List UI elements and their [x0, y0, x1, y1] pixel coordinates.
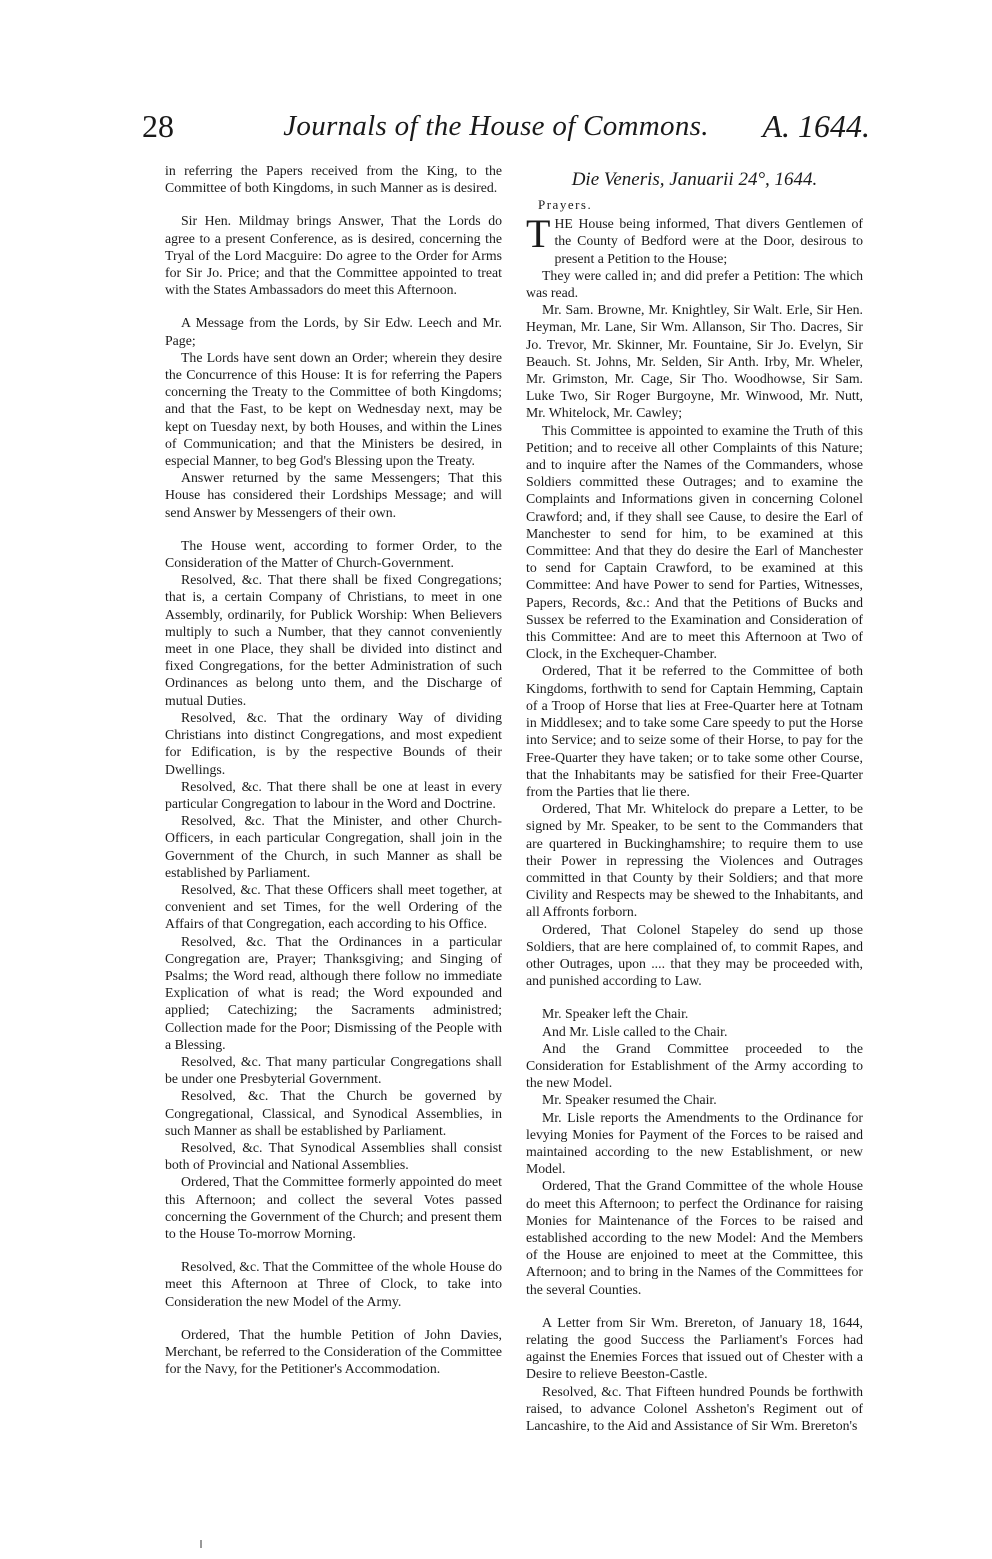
paragraph: Resolved, &c. That the Ordinances in a particular Congregation are, Prayer; Thanksgiving; and Singing of Psalms; the Word read, although there follow no immediate Explication of what is read; the Word expounded and applied; Catechizing; the Sacraments administred; Collection made for the Poor; Dismissing of the People with a Blessing. — [165, 933, 502, 1052]
paragraph: Mr. Sam. Browne, Mr. Knightley, Sir Walt. Erle, Sir Hen. Heyman, Mr. Lane, Sir Wm. Allanson, Sir Tho. Dacres, Sir Jo. Trevor, Mr. Skinner, Mr. Fountaine, Sir Jo. Evelyn, Sir Beauch. St. Johns, Mr. Selden, Sir Anth. Irby, Mr. Wheler, Mr. Grimston, Mr. Cage, Sir Tho. Woodhowse, Sir Sam. Luke Two, Sir Roger Burgoyne, Mr. Winwood, Mr. Nutt, Mr. Whitelock, Mr. Cawley; — [526, 302, 863, 421]
paragraph: Ordered, That the humble Petition of John Davies, Merchant, be referred to the Consideration of the Committee for the Navy, for the Petitioner's Accommodation. — [165, 1326, 502, 1377]
right-paragraphs — [526, 267, 863, 1434]
paragraph-gap — [526, 989, 863, 1005]
paragraph: Resolved, &c. That the ordinary Way of dividing Christians into distinct Congregations, and most expedient for Edification, is by the respective Bounds of their Dwellings. — [165, 709, 502, 777]
paragraph: This Committee is appointed to examine the Truth of this Petition; and to receive all other Complaints of this Nature; and to inquire after the Names of the Commanders, whose Soldiers committed these Outrages; and to examine the Complaints and Informations given in concerning Colonel Crawford; and, if they shall see Cause, to desire the Earl of Manchester to send for him, to be examined at this Committee: And that they do desire the Earl of Manchester to send for Captain Crawford, to be examined at this Committee: And have Power to send for Parties, Witnesses, Papers, Records, &c.: And that the Petitions of Bucks and Sussex be referred to the Examination and Consideration of this Committee: And are to meet this Afternoon at Two of Clock, in the Exchequer-Chamber. — [526, 422, 863, 662]
paragraph-gap — [165, 521, 502, 537]
paragraph: And Mr. Lisle called to the Chair. — [542, 1023, 728, 1039]
paragraph: A Message from the Lords, by Sir Edw. Leech and Mr. Page; — [165, 315, 502, 348]
page-year: A. 1644. — [762, 108, 870, 144]
paragraph: Resolved, &c. That these Officers shall meet together, at convenient and set Times, for the well Ordering of the Affairs of that Congregation, each according to his Office. — [165, 881, 502, 932]
paragraph-gap — [165, 1242, 502, 1258]
paragraph-gap — [165, 1310, 502, 1326]
paragraph: in referring the Papers received from the King, to the Committee of both Kingdoms, in such Manner as is desired. — [165, 163, 502, 196]
paragraph: The House went, according to former Order, to the Consideration of the Matter of Church-Government. — [165, 537, 502, 571]
page-mark — [200, 1540, 202, 1548]
paragraph: Mr. Lisle reports the Amendments to the Ordinance for levying Monies for Payment of the Forces to be raised and maintained according to the new Establishment, or new Model. — [526, 1109, 863, 1177]
paragraph: Ordered, That Colonel Stapeley do send up those Soldiers, that are here complained of, to commit Rapes, and other Outrages, upon .... that they may be proceeded with, and punished according to Law. — [526, 921, 863, 989]
running-title: Journals of the House of Commons. — [283, 110, 709, 142]
paragraph: Resolved, &c. That the Church be governed by Congregational, Classical, and Synodical Assemblies, in such Manner as shall be established by Parliament. — [165, 1088, 502, 1138]
paragraph: The Lords have sent down an Order; wherein they desire the Concurrence of this House: It is for referring the Papers concerning the Treaty to the Committee of both Kingdoms; and that the Fast, to be kept on Wednesday next, may be kept on Tuesday next, by both Houses, and within the Lines of Communication; and that the Ministers be desired, in especial Manner, to beg God's Blessing upon the Treaty. — [165, 349, 502, 469]
paragraph: And the Grand Committee proceeded to the Consideration for Establishment of the Army according to the new Model. — [526, 1040, 863, 1091]
left-column — [165, 162, 502, 1377]
paragraph: Resolved, &c. That the Minister, and other Church-Officers, in each particular Congregation, shall join in the Government of the Church, in such Manner as shall be established by Parliament. — [165, 813, 502, 880]
paragraph: Resolved, &c. That the Committee of the whole House do meet this Afternoon at Three of Clock, to take into Consideration the new Model of the Army. — [165, 1259, 502, 1309]
paragraph: Ordered, That the Committee formerly appointed do meet this Afternoon; and collect the several Votes passed concerning the Government of the Church; and present them to the House To-morrow Morning. — [165, 1174, 502, 1241]
paragraph: Sir Hen. Mildmay brings Answer, That the Lords do agree to a present Conference, as is desired, concerning the Tryal of the Lord Macguire: Do agree to the Order for Arms for Sir Jo. Price; and that the Committee appointed to treat with the States Ambassadors do meet this Afternoon. — [165, 213, 502, 298]
drop-cap: T — [526, 211, 551, 257]
right-column — [526, 162, 863, 1434]
prayers-label: Prayers. — [538, 197, 593, 212]
paragraph: Resolved, &c. That there shall be fixed Congregations; that is, a certain Company of Christians, to meet in one Assembly, ordinarily, for Publick Worship: When Believers multiply to such a Number, that they cannot conveniently meet in one Place, they shall be divided into distinct and fixed Congregations, for the better Administration of such Ordinances as belong unto them, and the Discharge of mutual Duties. — [165, 572, 502, 708]
paragraph: Ordered, That Mr. Whitelock do prepare a Letter, to be signed by Mr. Speaker, to be sent to the Commanders that are quartered in Buckinghamshire; to require them to use their Power in repressing the Violences and Outrages committed in that County by their Soldiers; and that more Civility and Respects may be shewed to the Inhabitants, and all Affronts forborn. — [526, 801, 863, 920]
date-heading: Die Veneris, Januarii 24°, 1644. — [571, 169, 818, 190]
paragraph: Resolved, &c. That Synodical Assemblies shall consist both of Provincial and National Assemblies. — [165, 1139, 502, 1173]
paragraph: Mr. Speaker resumed the Chair. — [542, 1092, 717, 1108]
paragraph: They were called in; and did prefer a Petition: The which was read. — [526, 267, 863, 301]
paragraph: Answer returned by the same Messengers; That this House has considered their Lordships Message; and will send Answer by Messengers of their own. — [165, 470, 502, 520]
paragraph: A Letter from Sir Wm. Brereton, of January 18, 1644, relating the good Success the Parliament's Forces had against the Enemies Forces that issued out of Chester with a Desire to relieve Beeston-Castle. — [526, 1314, 863, 1382]
paragraph: Resolved, &c. That many particular Congregations shall be under one Presbyterial Government. — [165, 1053, 502, 1087]
paragraph: Ordered, That the Grand Committee of the whole House do meet this Afternoon; to perfect the Ordinance for raising Monies for Maintenance of the Forces to be raised and established according to the new Model: And the Members of the House are enjoined to meet at the Committee, this Afternoon; and to bring in the Names of the Committees for the several Counties. — [526, 1178, 863, 1297]
paragraph-gap — [165, 196, 502, 212]
page-header — [0, 108, 992, 158]
paragraph-gap — [526, 1298, 863, 1314]
opening-paragraph-text: HE House being informed, That divers Gentlemen of the County of Bedford were at the Door, desirous to present a Petition to the House; — [554, 216, 863, 266]
paragraph: Resolved, &c. That Fifteen hundred Pounds be forthwith raised, to advance Colonel Assheton's Regiment out of Lancashire, to the Aid and Assistance of Sir Wm. Brereton's — [526, 1383, 863, 1434]
page-number: 28 — [142, 108, 174, 144]
paragraph: Ordered, That it be referred to the Committee of both Kingdoms, forthwith to send for Captain Hemming, Captain of a Troop of Horse that lies at Free-Quarter here at Totnam in Middlesex; and to take some Care speedy to put the Horse into Service; and to seize some of their Horse, to pay for the Free-Quarter they have taken; or to take some other Course, that the Inhabitants may be satisfied for their Free-Quarter from the Parties that lie there. — [526, 663, 863, 799]
opening-paragraph — [526, 211, 863, 267]
paragraph: Resolved, &c. That there shall be one at least in every particular Congregation to labour in the Word and Doctrine. — [165, 778, 502, 811]
paragraph: Mr. Speaker left the Chair. — [542, 1006, 689, 1022]
paragraph-gap — [165, 298, 502, 314]
